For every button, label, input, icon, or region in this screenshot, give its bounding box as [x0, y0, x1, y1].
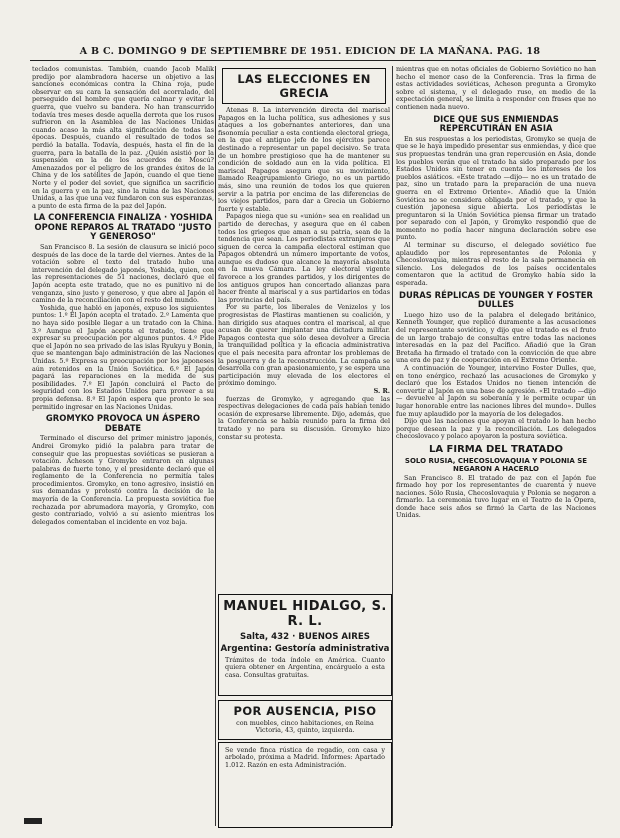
article-text: Terminado el discurso del primer ministro japonés, Andrei Gromyko pidió la palabra para tratar de conseguir que las propuestas soviéticas se pusieran a votación. Acheson y Gromyko entraron en algunas palabras de fuerte tono, y el presidente declaró que el reglamento de la Conferencia no permitía tales procedimientos. Gromyko, en tono agresivo, insistió en sus demandas y protestó contra la decisión de la mayoría de la Conferencia. La propuesta soviética fue rechazada por abrumadora mayoría, y Gromyko, con gesto contrariado, volvió a su asiento mientras los delegados comentaban el incidente en voz baja. [32, 434, 214, 526]
ad-piso [218, 700, 392, 740]
article-text: Al terminar su discurso, el delegado soviético fue aplaudido por los representantes de Polonia y Checoslovaquia, mientras el resto de la sala permanecía en silencio. Los delegados de los países occidentales comentaron que la actitud de Gromyko había sido la esperada. [396, 241, 596, 288]
ad-text: Trámites de toda índole en América. Cuanto quiera obtener en Argentina, encárguelo a esta casa. Consultas gratuitas. [225, 656, 385, 679]
column-left [32, 66, 214, 826]
subheadline-firma: SOLO RUSIA, CHECOSLOVAQUIA Y POLONIA SE NEGARON A HACERLO [404, 456, 588, 473]
ad-finca [218, 742, 392, 828]
article-text: Por su parte, los liberales de Venizelos y los progresistas de Plastiras mantienen su coalición, y han dirigido sus ataques contra el mariscal, al que acusan de querer implantar una dictadura militar. Papagos contesta que sólo desea devolver a Grecia la tranquilidad política y la eficacia administrativa que el país necesita para afrontar los problemas de la posguerra y de la reconstrucción. La campaña se desarrolla con gran apasionamiento, y se espera una participación muy elevada de los electores el próximo domingo. [218, 303, 390, 388]
article-text: Papagos niega que su «unión» sea en realidad un partido de derechas, y asegura que en él caben todos los griegos que aman a su patria, sean de la tendencia que sean. Los periodistas extranjeros que siguen de cerca la campaña electoral estiman que Papagos obtendrá un número importante de votos, aunque es dudoso que alcance la mayoría absoluta en la nueva Cámara. La ley electoral vigente favorece a los grandes partidos, y los dirigentes de los antiguos grupos han concertado alianzas para hacer frente al mariscal y a sus partidarios en todas las provincias del país. [218, 212, 390, 304]
ad-address: Salta, 432 · BUENOS AIRES [240, 632, 370, 642]
page-header: A B C. DOMINGO 9 DE SEPTIEMBRE DE 1951. EDICION DE LA MAÑANA. PAG. 18 [79, 46, 541, 57]
article-text: Yoshida, que habló en japonés, expuso los siguientes puntos: 1.º El Japón acepta el tratado. 2.º Lamenta que no haya sido posible llegar a un tratado con la China. 3.º Aunque el Japón acepta el tratado, tiene que expresar su preocupación por algunos puntos. 4.º Pide que el Japón no sea privado de las islas Ryukyu y Bonin, que se mantengan bajo administración de las Naciones Unidas. 5.º Expresa su preocupación por los japoneses aún retenidos en la Unión Soviética. 6.º El Japón pagará las reparaciones en la medida de sus posibilidades. 7.º El Japón concluirá el Pacto de seguridad con los Estados Unidos para proveer a su propia defensa. 8.º El Japón espera que pronto le sea permitido ingresar en las Naciones Unidas. [32, 303, 214, 411]
ad-piso-title: POR AUSENCIA, PISO [233, 704, 377, 718]
headline-gromyko: GROMYKO PROVOCA UN ÁSPERO DEBATE [45, 413, 201, 433]
article-text: fuerzas de Gromyko, y agregando que las respectivas delegaciones de cada país habían tenido ocasión de expresarse libremente. Dijo, además, que la Conferencia se había reunido para la firma del tratado y no para su discusión. Gromyko hizo constar su protesta. [218, 394, 390, 441]
article-text: San Francisco 8. El tratado de paz con el Japón fue firmado hoy por los representantes de cuarenta y nueve naciones. Sólo Rusia, Checoslovaquia y Polonia se negaron a firmarlo. La ceremonia tuvo lugar en el Teatro de la Ópera, donde hace seis años se firmó la Carta de las Naciones Unidas. [396, 473, 596, 520]
article-text: teclados comunistas. También, cuando Jacob Malik predijo por alambradora hacerse un objetivo a las sanciones económicas contra la China roja, pude observar en su cara la sensación del acorralado, del perseguido del hombre que quería calmar y evitar la guerra, que vuelvo su bandera. No han transcurrido todavía tres meses desde aquella derrota que los rusos sufrieron en la Asamblea de las Naciones Unidas cuando acaso la más alta significación de todas las épocas. Después, cuando el resultado de todos se perdió la batalla. Todavía, después, hasta el fin de la guerra, para la batalla de la paz. ¿Quién asistió por la suspensión en la de los acuerdos de Moscú? Amenazados por el peligro de los grandes éxitos de la China y de los satélites de Japón, cuando el que tiene Norte y el poder del soviet, que significa un sacrificio en la guerra y en la paz, sino la ruina de las Naciones Unidas, a las que una vez fundaron con sus esperanzas, a punto de esta firma de la paz del Japón. [32, 66, 214, 210]
headline-replicas: DURAS RÉPLICAS DE YOUNGER Y FOSTER DULLES [399, 289, 593, 310]
column-divider-1 [215, 66, 216, 826]
column-middle [218, 66, 390, 590]
headline-elecciones-grecia: LAS ELECCIONES EN GRECIA [222, 68, 386, 104]
article-text: Atenas 8. La intervención directa del mariscal Papagos en la lucha política, sus adhesiones y sus ataques a los gobernantes anteriores, dan una fisonomía peculiar a esta contienda electoral griega, en la que el antiguo jefe de los ejércitos parece destinado a representar un papel decisivo. Se trata de un hombre prestigioso que ha de mantener su condición de soldado aun en la vida política. El mariscal Papagos asegura que su movimiento, llamado Reagrupamiento Griego, no es un partido más, sino una reunión de todos los que quieren servir a la patria por encima de las diferencias de los viejos partidos, para dar a Grecia un Gobierno fuerte y estable. [218, 106, 390, 213]
headline-enmiendas: DICE QUE SUS ENMIENDAS REPERCUTIRÁN EN ASIA [433, 113, 559, 134]
ad-company-name: MANUEL HIDALGO, S. R. L. [223, 599, 387, 629]
ad-finca-text: Se vende finca rústica de regadío, con casa y arbolado, próxima a Madrid. Informes: Apartado 1.012. Razón en esta Administración. [225, 746, 385, 769]
headline-conferencia: LA CONFERENCIA FINALIZA · YOSHIDA OPONE REPAROS AL TRATADO "JUSTO Y GENEROSO" [33, 212, 213, 242]
headline-firma-tratado: LA FIRMA DEL TRATADO [428, 443, 564, 455]
page-corner-mark [24, 818, 42, 824]
column-right [396, 66, 596, 826]
article-text: Dijo que las naciones que apoyan el tratado lo han hecho porque desean la paz y la reconciliación. Los delegados checoslovaco y polaco apoyaron la postura soviética. [396, 417, 596, 441]
ad-piso-text: con muebles, cinco habitaciones, en Reina Victoria, 43, quinto, izquierda. [236, 719, 374, 735]
article-signature: S. R. [373, 386, 390, 395]
article-text: En sus respuestas a los periodistas, Gromyko se queja de que se le haya impedido presentar sus enmiendas, y dice que sus propuestas tendrán una gran repercusión en Asia, donde los pueblos verán que el tratado ha sido preparado por los Estados Unidos sin tener en cuenta los intereses de los pueblos asiáticos. «Este tratado —dijo— no es un tratado de paz, sino un tratado para la preparación de una nueva guerra en el Extremo Oriente». Añadió que la Unión Soviética no se considera obligada por el tratado, y que la cuestión japonesa sigue abierta. Los periodistas le preguntaron si la Unión Soviética piensa firmar un tratado por separado con el Japón, y Gromyko respondió que de momento no podía hacer ninguna declaración sobre ese punto. [396, 134, 596, 242]
header-rule [30, 60, 596, 61]
column-divider-2 [392, 66, 393, 826]
ad-country: Argentina: Gestoría administrativa [220, 644, 390, 654]
article-text: San Francisco 8. La sesión de clausura se inició poco después de las doce de la tarde del viernes. Antes de la votación sobre el texto del tratado hubo una intervención del delegado japonés, Yoshida, quien, con las representaciones de 51 naciones, declaró que el Japón acepta este tratado, que no es punitivo ni de venganza, sino justo y generoso, y que abre al Japón el camino de la reconciliación con el resto del mundo. [32, 243, 214, 305]
article-text: mientras que en notas oficiales de Gobierno Soviético no han hecho el menor caso de la Conferencia. Tras la firma de estas actividades soviéticas, Acheson pregunta a Gromyko sobre el sistema, y el delegado ruso, en medio de la expectación general, se limita a responder con frases que no contienen nada nuevo. [396, 66, 596, 111]
article-text: A continuación de Younger, intervino Foster Dulles, que, en tono enérgico, rechazó las acusaciones de Gromyko y declaró que los Estados Unidos no tienen intención de convertir al Japón en una base de agresión. «El tratado —dijo— devuelve al Japón su soberanía y le permite ocupar un lugar honorable entre las naciones libres del mundo». Dulles fue muy aplaudido por la mayoría de los delegados. [396, 363, 596, 418]
article-text: Luego hizo uso de la palabra el delegado británico, Kenneth Younger, que replicó duramente a las acusaciones del representante soviético, y dijo que el tratado es el fruto de un largo trabajo de consultas entre todas las naciones interesadas en la paz del Pacífico. Añadió que la Gran Bretaña ha firmado el tratado con la convicción de que abre una era de paz y de cooperación en el Extremo Oriente. [396, 310, 596, 365]
ad-manuel-hidalgo [218, 594, 392, 696]
